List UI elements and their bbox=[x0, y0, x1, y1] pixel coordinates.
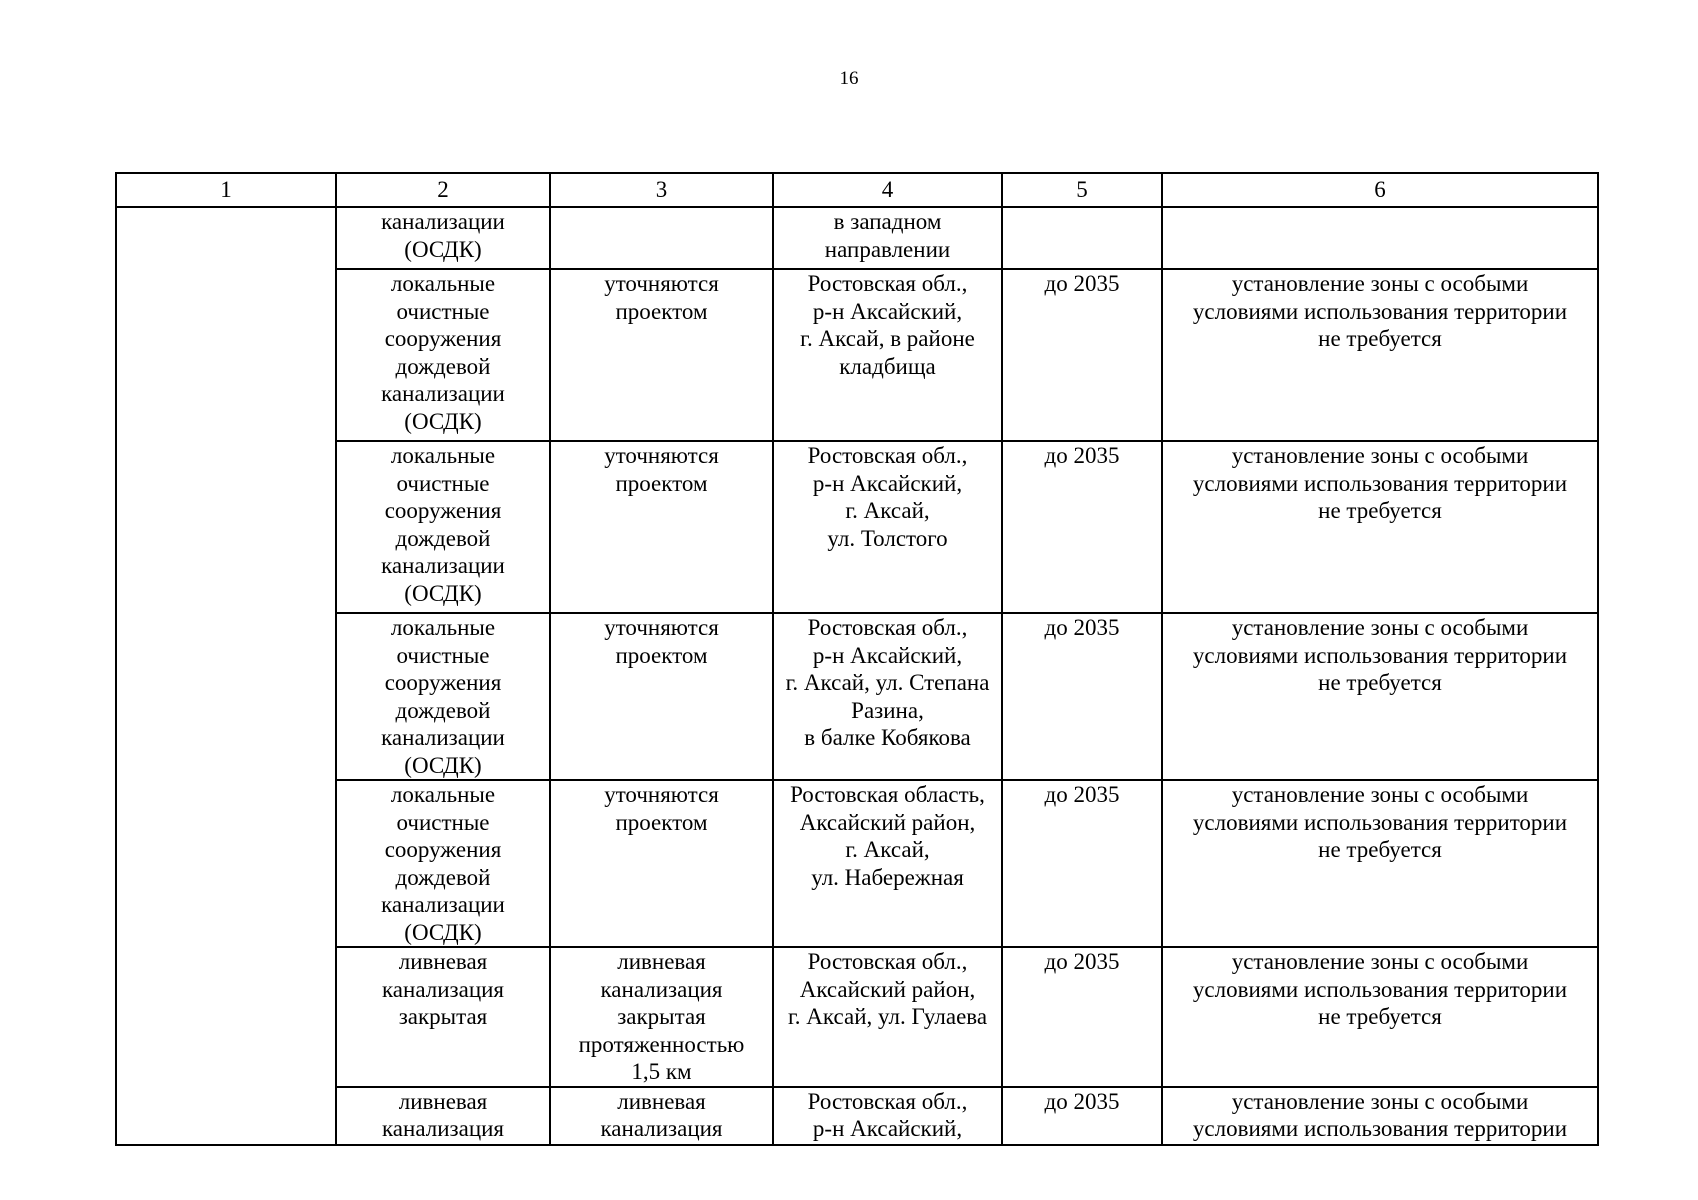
table-cell: уточняются проектом bbox=[550, 613, 773, 780]
table-cell bbox=[1002, 207, 1162, 269]
table-cell: до 2035 bbox=[1002, 269, 1162, 441]
column-header: 1 bbox=[116, 173, 336, 207]
table-cell: установление зоны с особыми условиями использования территории не требуется bbox=[1162, 441, 1598, 613]
table-row bbox=[116, 780, 1598, 947]
table-cell: Ростовская область, Аксайский район, г. Аксай, ул. Набережная bbox=[773, 780, 1002, 947]
table-cell: до 2035 bbox=[1002, 441, 1162, 613]
table-row bbox=[116, 1087, 1598, 1145]
document-table bbox=[115, 172, 1599, 1146]
table-cell: локальные очистные сооружения дождевой канализации (ОСДК) bbox=[336, 613, 550, 780]
table-cell: локальные очистные сооружения дождевой канализации (ОСДК) bbox=[336, 269, 550, 441]
table-cell: в западном направлении bbox=[773, 207, 1002, 269]
table-cell: установление зоны с особыми условиями использования территории не требуется bbox=[1162, 269, 1598, 441]
column-header: 2 bbox=[336, 173, 550, 207]
table-cell: ливневая канализация bbox=[550, 1087, 773, 1145]
table-cell: Ростовская обл., р-н Аксайский, г. Аксай, ул. Степана Разина, в балке Кобякова bbox=[773, 613, 1002, 780]
table-cell: Ростовская обл., р-н Аксайский, bbox=[773, 1087, 1002, 1145]
column-header: 4 bbox=[773, 173, 1002, 207]
table-cell: до 2035 bbox=[1002, 613, 1162, 780]
table-cell: уточняются проектом bbox=[550, 269, 773, 441]
table-cell: до 2035 bbox=[1002, 780, 1162, 947]
table-row bbox=[116, 613, 1598, 780]
table-cell: локальные очистные сооружения дождевой канализации (ОСДК) bbox=[336, 441, 550, 613]
table-cell: установление зоны с особыми условиями использования территории не требуется bbox=[1162, 780, 1598, 947]
table-cell: установление зоны с особыми условиями использования территории bbox=[1162, 1087, 1598, 1145]
table-cell: установление зоны с особыми условиями использования территории не требуется bbox=[1162, 947, 1598, 1087]
column-header: 3 bbox=[550, 173, 773, 207]
table-header-row bbox=[116, 173, 1598, 207]
table-cell: установление зоны с особыми условиями использования территории не требуется bbox=[1162, 613, 1598, 780]
table-row bbox=[116, 269, 1598, 441]
table-cell: Ростовская обл., р-н Аксайский, г. Аксай, ул. Толстого bbox=[773, 441, 1002, 613]
table-cell: локальные очистные сооружения дождевой канализации (ОСДК) bbox=[336, 780, 550, 947]
table-cell bbox=[1162, 207, 1598, 269]
table-cell: ливневая канализация закрытая протяженностью 1,5 км bbox=[550, 947, 773, 1087]
table-row bbox=[116, 441, 1598, 613]
table-cell: ливневая канализация bbox=[336, 1087, 550, 1145]
table-cell: Ростовская обл., р-н Аксайский, г. Аксай, в районе кладбища bbox=[773, 269, 1002, 441]
table-row bbox=[116, 207, 1598, 269]
table-cell: канализации (ОСДК) bbox=[336, 207, 550, 269]
table-row bbox=[116, 947, 1598, 1087]
table-cell: уточняются проектом bbox=[550, 780, 773, 947]
table-cell: ливневая канализация закрытая bbox=[336, 947, 550, 1087]
column-header: 5 bbox=[1002, 173, 1162, 207]
column-header: 6 bbox=[1162, 173, 1598, 207]
merged-column-1-cell bbox=[116, 207, 336, 1145]
table-cell: до 2035 bbox=[1002, 947, 1162, 1087]
page-number: 16 bbox=[839, 68, 859, 89]
table-cell: Ростовская обл., Аксайский район, г. Аксай, ул. Гулаева bbox=[773, 947, 1002, 1087]
table-cell: уточняются проектом bbox=[550, 441, 773, 613]
table-cell bbox=[550, 207, 773, 269]
table-cell: до 2035 bbox=[1002, 1087, 1162, 1145]
